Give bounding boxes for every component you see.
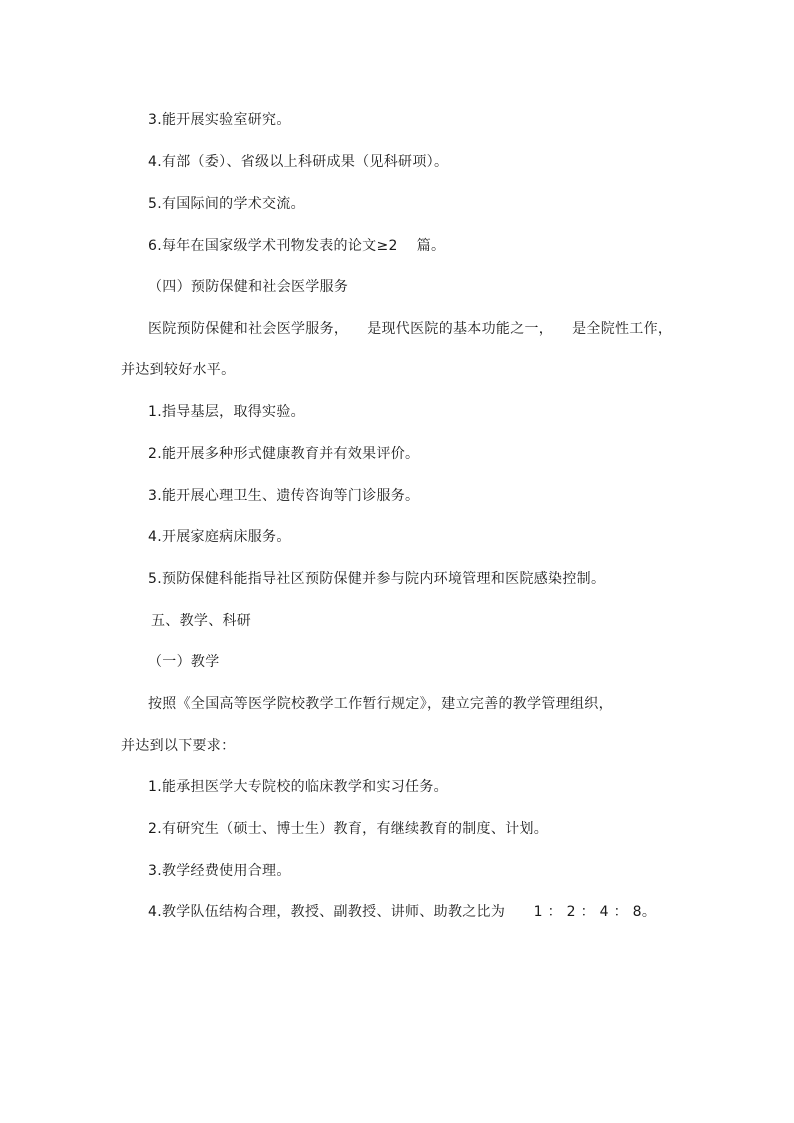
text-line: 3.教学经费使用合理。 <box>148 863 291 879</box>
text-line: 2.有研究生（硕士、博士生）教育，有继续教育的制度、计划。 <box>148 821 549 837</box>
paragraph-line: 医院预防保健和社会医学服务， 是现代医院的基本功能之一， 是全院性工作， <box>148 321 673 337</box>
text-line: 2.能开展多种形式健康教育并有效果评价。 <box>148 446 420 462</box>
section-heading: 五、教学、科研 <box>151 613 252 629</box>
text-line: 4.有部（委）、省级以上科研成果（见科研项）。 <box>148 154 449 170</box>
text-line: 3.能开展心理卫生、遗传咨询等门诊服务。 <box>148 488 420 504</box>
text-line: 3.能开展实验室研究。 <box>148 112 291 128</box>
paragraph-line: 并达到较好水平。 <box>121 362 236 378</box>
text-line: 5.预防保健科能指导社区预防保健并参与院内环境管理和医院感染控制。 <box>148 571 606 587</box>
text-line: 4.开展家庭病床服务。 <box>148 529 291 545</box>
text-line: 4.教学队伍结构合理，教授、副教授、讲师、助教之比为 1 ： 2 ： 4 ： 8。 <box>148 904 657 920</box>
section-heading: （四）预防保健和社会医学服务 <box>148 279 349 295</box>
text-line: 5.有国际间的学术交流。 <box>148 196 305 212</box>
paragraph-line: 按照《全国高等医学院校教学工作暂行规定》，建立完善的教学管理组织， <box>148 696 613 712</box>
section-heading: （一）教学 <box>148 654 220 670</box>
text-line: 1.能承担医学大专院校的临床教学和实习任务。 <box>148 779 448 795</box>
text-line: 6.每年在国家级学术刊物发表的论文≥2 篇。 <box>148 238 446 254</box>
text-line: 1.指导基层，取得实验。 <box>148 404 305 420</box>
paragraph-line: 并达到以下要求： <box>121 738 236 754</box>
